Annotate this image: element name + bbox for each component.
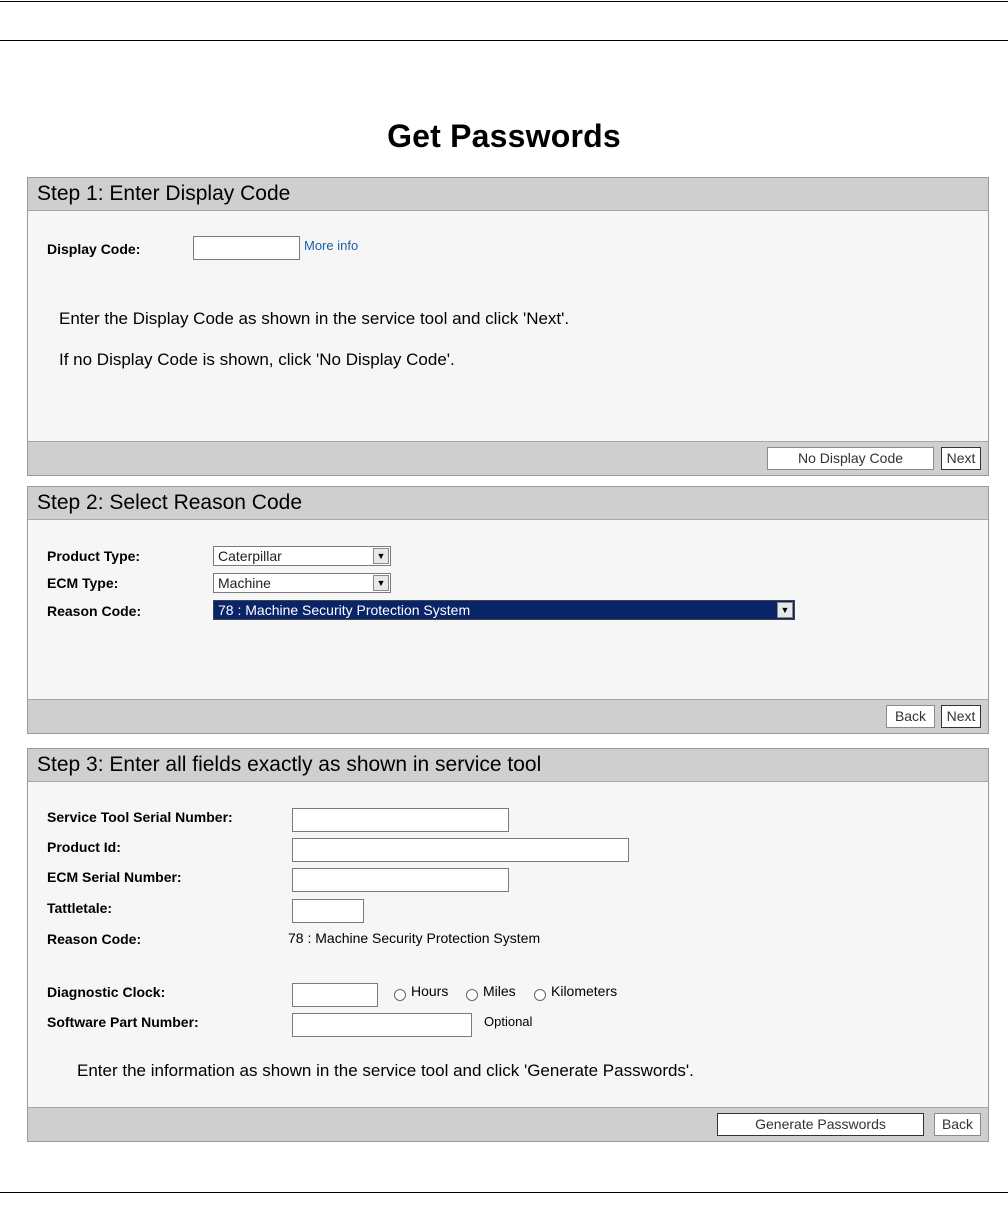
hours-radio[interactable] (394, 989, 406, 1001)
ecm-serial-label: ECM Serial Number: (47, 869, 182, 885)
miles-label: Miles (483, 983, 516, 999)
step2-header: Step 2: Select Reason Code (28, 487, 988, 520)
tattletale-label: Tattletale: (47, 900, 113, 916)
step1-footer (28, 441, 988, 475)
diagnostic-clock-input[interactable] (292, 983, 378, 1007)
step2-panel (27, 486, 989, 734)
chevron-down-icon: ▼ (373, 548, 389, 564)
product-type-select[interactable] (213, 546, 391, 566)
ecm-serial-input[interactable] (292, 868, 509, 892)
step1-instruction-2: If no Display Code is shown, click 'No Display Code'. (59, 350, 455, 369)
display-code-input[interactable] (193, 236, 300, 260)
chevron-down-icon: ▼ (373, 575, 389, 591)
step3-reason-code-label: Reason Code: (47, 931, 142, 947)
product-id-input[interactable] (292, 838, 629, 862)
step3-footer (28, 1107, 988, 1141)
step2-back-button[interactable]: Back (886, 705, 935, 728)
page-title: Get Passwords (387, 118, 621, 154)
top-rule (0, 1, 1008, 2)
ecm-type-label: ECM Type: (47, 575, 119, 591)
kilometers-label: Kilometers (551, 983, 618, 999)
tattletale-input[interactable] (292, 899, 364, 923)
product-id-label: Product Id: (47, 839, 121, 855)
step1-header: Step 1: Enter Display Code (28, 178, 988, 211)
step3-back-button[interactable]: Back (934, 1113, 981, 1136)
step1-next-button[interactable]: Next (941, 447, 981, 470)
ecm-type-select[interactable] (213, 573, 391, 593)
product-type-value: Caterpillar (218, 548, 282, 564)
bottom-rule (0, 1192, 1008, 1193)
reason-code-select[interactable] (213, 600, 795, 620)
generate-passwords-button[interactable]: Generate Passwords (717, 1113, 924, 1136)
display-code-label: Display Code: (47, 241, 141, 257)
ecm-type-value: Machine (218, 575, 271, 591)
diagnostic-clock-label: Diagnostic Clock: (47, 984, 166, 1000)
step3-header: Step 3: Enter all fields exactly as shown in service tool (28, 749, 988, 782)
hours-label: Hours (411, 983, 449, 999)
optional-label: Optional (484, 1014, 533, 1029)
step2-footer (28, 699, 988, 733)
kilometers-radio[interactable] (534, 989, 546, 1001)
service-tool-serial-input[interactable] (292, 808, 509, 832)
reason-code-value: 78 : Machine Security Protection System (218, 602, 471, 618)
step2-next-button[interactable]: Next (941, 705, 981, 728)
step3-instruction: Enter the information as shown in the service tool and click 'Generate Passwords'. (77, 1061, 694, 1080)
step1-instruction-1: Enter the Display Code as shown in the service tool and click 'Next'. (59, 309, 570, 328)
step1-panel (27, 177, 989, 476)
more-info-link[interactable]: More info (304, 238, 359, 253)
software-part-label: Software Part Number: (47, 1014, 199, 1030)
miles-radio[interactable] (466, 989, 478, 1001)
product-type-label: Product Type: (47, 548, 141, 564)
software-part-input[interactable] (292, 1013, 472, 1037)
no-display-code-button[interactable]: No Display Code (767, 447, 934, 470)
chevron-down-icon: ▼ (777, 602, 793, 618)
step3-panel (27, 748, 989, 1142)
step3-reason-code-value: 78 : Machine Security Protection System (288, 930, 541, 946)
reason-code-label: Reason Code: (47, 603, 142, 619)
service-tool-serial-label: Service Tool Serial Number: (47, 809, 233, 825)
header-rule (0, 40, 1008, 41)
